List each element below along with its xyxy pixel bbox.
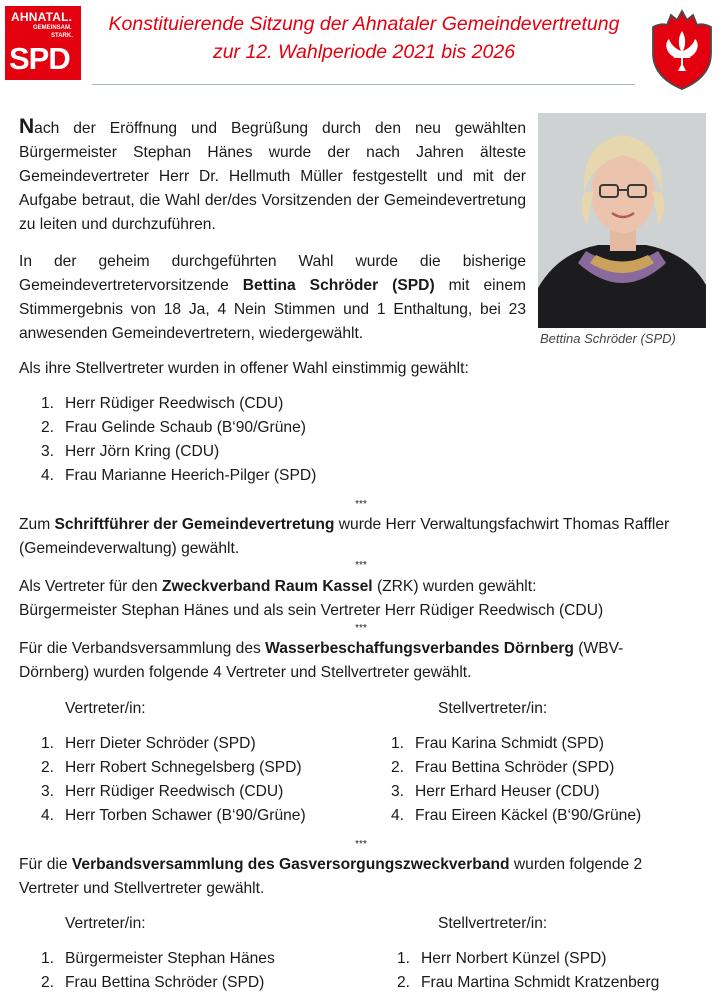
- list-item: 3. Herr Jörn Kring (CDU): [41, 443, 220, 460]
- list-item: 2. Frau Gelinde Schaub (B‘90/Grüne): [41, 419, 306, 436]
- wbv-representatives-list: [41, 732, 306, 828]
- photo-caption: Bettina Schröder (SPD): [540, 331, 676, 346]
- wbv-col2-heading: Stellvertreter/in:: [438, 700, 548, 717]
- separator: ***: [355, 499, 367, 510]
- list-item: 1. Herr Rüdiger Reedwisch (CDU): [41, 395, 284, 412]
- list-item: 4. Herr Torben Schawer (B‘90/Grüne): [41, 807, 306, 824]
- spd-logo: [5, 6, 81, 80]
- list-item: 4. Frau Marianne Heerich-Pilger (SPD): [41, 467, 317, 484]
- separator: ***: [355, 560, 367, 571]
- coat-of-arms-icon: [647, 5, 717, 91]
- separator: ***: [355, 623, 367, 634]
- gas-paragraph: Für die Verbandsversammlung des Gasversorgungszweckverband wurden folgende 2 Vertreter und Stellvertreter gewählt.: [19, 856, 643, 897]
- zrk-title: Zweckverband Raum Kassel: [162, 578, 373, 595]
- list-item: 1. Herr Norbert Künzel (SPD): [397, 950, 607, 967]
- separator: ***: [355, 839, 367, 850]
- election-text-post: mit einem Stimmergebnis von 18 Ja, 4 Nein Stimmen und 1 Enthaltung, bei 23 anwesenden Gemeindevertretern, wiedergewählt.: [19, 277, 526, 342]
- logo-party: SPD: [9, 41, 70, 76]
- gas-deputies-list: [397, 947, 659, 995]
- intro-paragraph: [19, 115, 526, 237]
- zrk-paragraph: Als Vertreter für den Zweckverband Raum Kassel (ZRK) wurden gewählt: Bürgermeister Stephan Hänes und als sein Vertreter Herr Rüdiger Reedwisch (CDU): [19, 578, 604, 619]
- gas-col2-heading: Stellvertreter/in:: [438, 915, 548, 932]
- title-line1: Konstituierende Sitzung der Ahnataler Gemeindevertretung: [108, 13, 620, 35]
- list-item: 1. Frau Karina Schmidt (SPD): [391, 735, 604, 752]
- list-item: 2. Frau Bettina Schröder (SPD): [391, 759, 615, 776]
- wbv-title: Wasserbeschaffungsverbandes Dörnberg: [265, 640, 574, 657]
- secretary-title: Schriftführer der Gemeindevertretung: [54, 516, 335, 533]
- drop-cap: N: [19, 115, 35, 138]
- deputies-list: [41, 392, 316, 488]
- list-item: 1. Bürgermeister Stephan Hänes: [41, 950, 275, 967]
- gas-title: Verbandsversammlung des Gasversorgungszweckverband: [71, 856, 510, 873]
- header-divider: [92, 84, 635, 85]
- list-item: 1. Herr Dieter Schröder (SPD): [41, 735, 256, 752]
- title-line2: zur 12. Wahlperiode 2021 bis 2026: [212, 41, 516, 63]
- list-item: 2. Frau Bettina Schröder (SPD): [41, 974, 265, 991]
- deputies-intro: Als ihre Stellvertreter wurden in offener Wahl einstimmig gewählt:: [19, 360, 469, 377]
- list-item: 4. Frau Eireen Käckel (B‘90/Grüne): [391, 807, 642, 824]
- wbv-col1-heading: Vertreter/in:: [65, 700, 146, 717]
- list-item: 2. Herr Robert Schnegelsberg (SPD): [41, 759, 302, 776]
- portrait-photo: [538, 113, 706, 328]
- elected-chair-name: Bettina Schröder (SPD): [242, 277, 435, 294]
- wbv-paragraph: Für die Verbandsversammlung des Wasserbeschaffungsverbandes Dörnberg (WBV-Dörnberg) wurden folgende 4 Vertreter und Stellvertreter gewählt.: [19, 640, 624, 681]
- gas-representatives-list: [41, 947, 275, 995]
- wbv-deputies-list: [391, 732, 641, 828]
- intro-text: ach der Eröffnung und Begrüßung durch den neu gewählten Bürgermeister Stephan Hänes wurde der nach Jahren älteste Gemeindevertreter Herr Dr. Hellmuth Müller festgestellt und mit der Aufgabe betraut, die Wahl der/des Vorsitzenden der Gemeindevertretung zu leiten und durchzuführen.: [19, 120, 526, 233]
- logo-line1: AHNATAL.: [11, 10, 73, 24]
- gas-col1-heading: Vertreter/in:: [65, 915, 146, 932]
- list-item: 2. Frau Martina Schmidt Kratzenberg: [397, 974, 660, 991]
- logo-line3: STARK.: [51, 33, 73, 39]
- logo-line2: GEMEINSAM.: [33, 25, 72, 31]
- election-text-pre: In der geheim durchgeführten Wahl wurde die bisherige Gemeindevertretervorsitzende: [19, 253, 526, 294]
- list-item: 3. Herr Erhard Heuser (CDU): [391, 783, 600, 800]
- election-paragraph: [19, 250, 526, 346]
- secretary-paragraph: Zum Schriftführer der Gemeindevertretung wurde Herr Verwaltungsfachwirt Thomas Raffler (Gemeindeverwaltung) gewählt.: [19, 516, 670, 557]
- page-title: [86, 10, 642, 66]
- list-item: 3. Herr Rüdiger Reedwisch (CDU): [41, 783, 284, 800]
- zrk-line2: Bürgermeister Stephan Hänes und als sein Vertreter Herr Rüdiger Reedwisch (CDU): [19, 602, 604, 619]
